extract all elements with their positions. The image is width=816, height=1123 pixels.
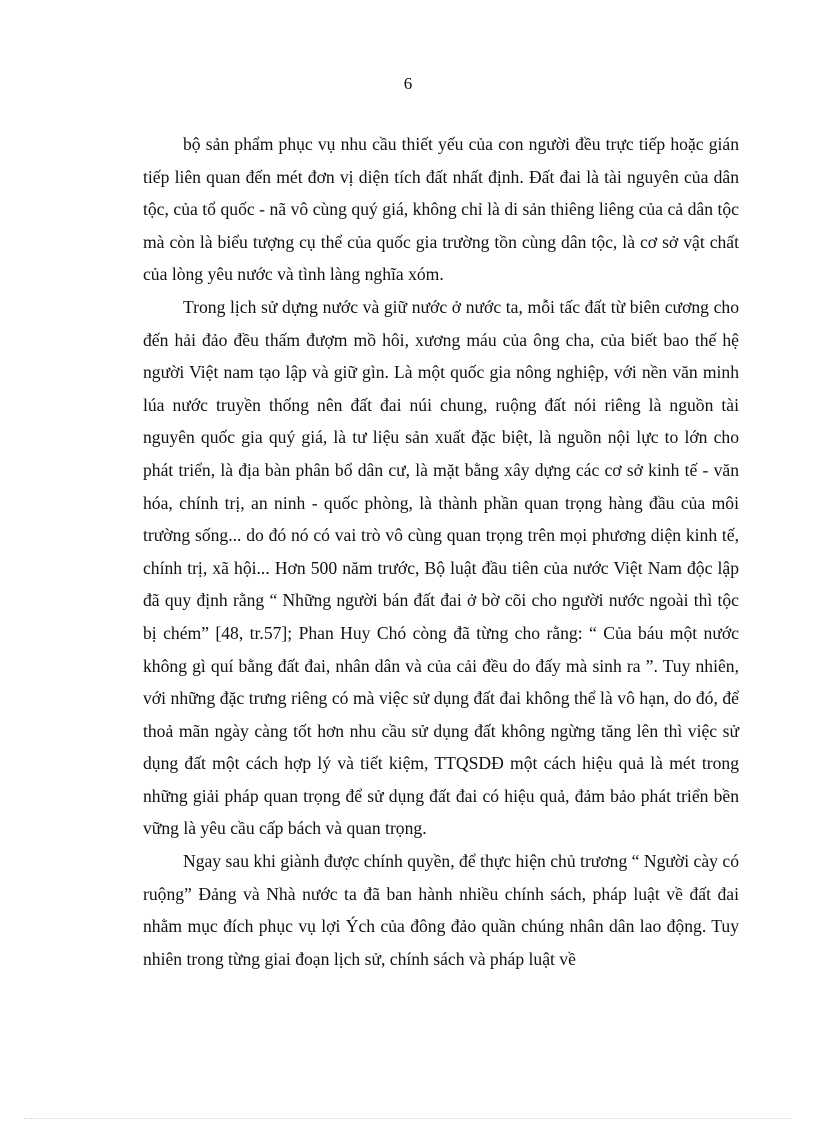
page-number: 6 [403, 74, 413, 93]
paragraph-1: bộ sản phẩm phục vụ nhu cầu thiết yếu của con người đều trực tiếp hoặc gián tiếp liên quan đến mét đơn vị diện tích đất nhất định. Đất đai là tài nguyên của dân tộc, của tổ quốc - nã vô cùng quý giá, không chỉ là di sản thiêng liêng của cả dân tộc mà còn là biểu tượng cụ thể của quốc gia trường tồn cùng dân tộc, là cơ sở vật chất của lòng yêu nước và tình làng nghĩa xóm. [143, 134, 739, 285]
page-bottom-divider [24, 1118, 792, 1119]
paragraph-2: Trong lịch sử dựng nước và giữ nước ở nước ta, mỗi tấc đất từ biên cương cho đến hải đảo đều thấm đượm mồ hôi, xương máu của ông cha, của biết bao thế hệ người Việt nam tạo lập và giữ gìn. Là một quốc gia nông nghiệp, với nền văn minh lúa nước truyền thống nên đất đai núi chung, ruộng đất nói riêng là nguồn tài nguyên quốc gia quý giá, là tư liệu sản xuất đặc biệt, là nguồn nội lực to lớn cho phát triển, là địa bàn phân bổ dân cư, là mặt bằng xây dựng các cơ sở kinh tế - văn hóa, chính trị, an ninh - quốc phòng, là thành phần quan trọng hàng đầu của môi trường sống... do đó nó có vai trò vô cùng quan trọng trên mọi phương diện kinh tế, chính trị, xã hội... Hơn 500 năm trước, Bộ luật đầu tiên của nước Việt Nam độc lập đã quy định rằng “ Những người bán đất đai ở bờ cõi cho người nước ngoài thì tộc bị chém” [48, tr.57]; Phan Huy Chó còng đã từng cho rằng: “ Của báu một nước không gì quí bằng đất đai, nhân dân và của cải đều do đấy mà sinh ra ”. Tuy nhiên, với những đặc trưng riêng có mà việc sử dụng đất đai không thể là vô hạn, do đó, để thoả mãn ngày càng tốt hơn nhu cầu sử dụng đất không ngừng tăng lên thì việc sử dụng đất một cách hợp lý và tiết kiệm, TTQSDĐ một cách hiệu quả là mét trong những giải pháp quan trọng để sử dụng đất đai có hiệu quả, đảm bảo phát triển bền vững là yêu cầu cấp bách và quan trọng. [143, 296, 739, 839]
paragraph-3: Ngay sau khi giành được chính quyền, để thực hiện chủ trương “ Người cày có ruộng” Đảng và Nhà nước ta đã ban hành nhiều chính sách, pháp luật về đất đai nhằm mục đích phục vụ lợi Ých của đông đảo quần chúng nhân dân lao động. Tuy nhiên trong từng giai đoạn lịch sử, chính sách và pháp luật về [143, 851, 739, 969]
body-text [143, 128, 739, 975]
